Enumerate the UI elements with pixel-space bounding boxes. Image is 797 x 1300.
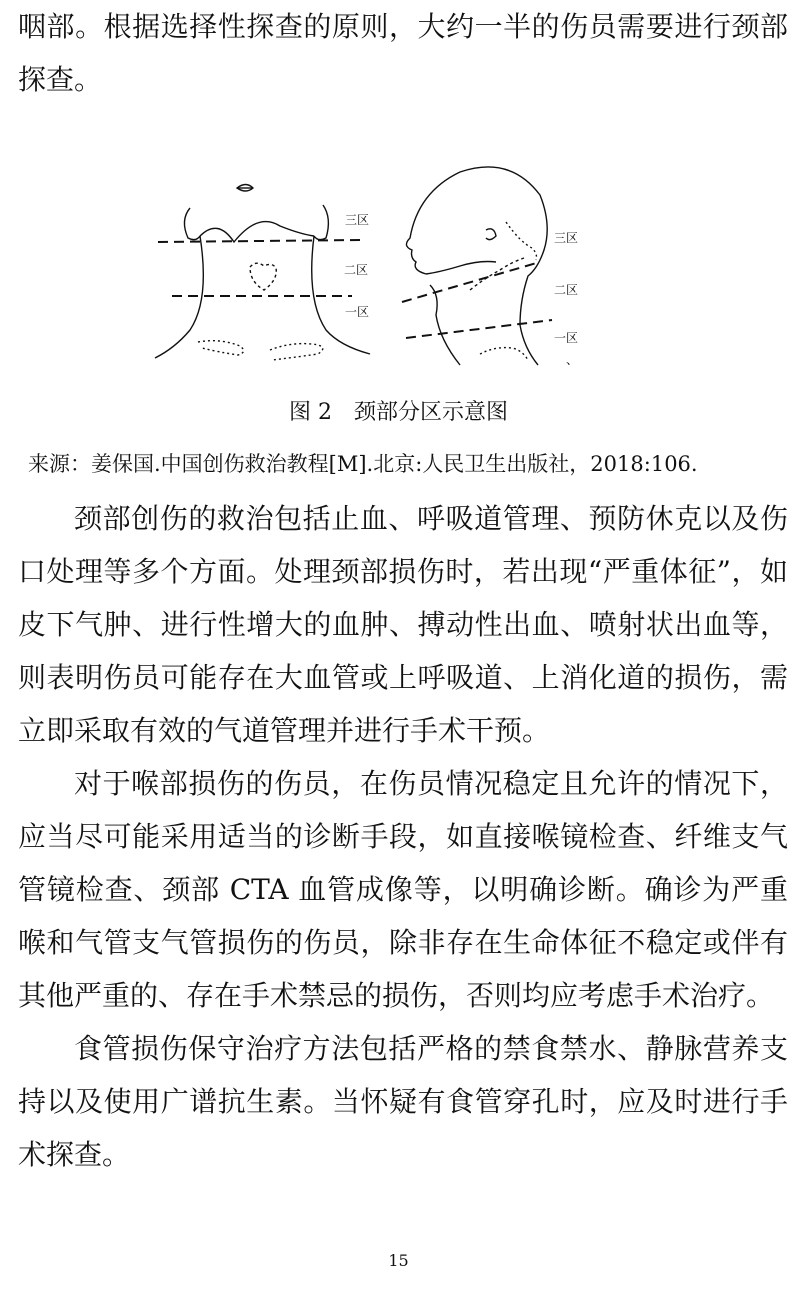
ear-side (486, 229, 496, 240)
front-zone2-label: 二区 (344, 263, 369, 277)
right-ear (314, 205, 328, 240)
figure-source: 来源：姜保国.中国创伤救治教程[M].北京:人民卫生出版社，2018:106. (28, 452, 698, 476)
paragraph-treatment: 颈部创伤的救治包括止血、呼吸道管理、预防休克以及伤口处理等多个方面。处理颈部损伤时，若出现“严重体征”，如皮下气肿、进行性增大的血肿、搏动性出血、喷射状出血等，则表明伤员可能存在大血管或上呼吸道、上消化道的损伤，需立即采取有效的气道管理并进行手术干预。 (18, 502, 788, 747)
paragraph-esophagus: 食管损伤保守治疗方法包括严格的禁食禁水、静脉营养支持以及使用广谱抗生素。当怀疑有食管穿孔时，应及时进行手术探查。 (18, 1032, 788, 1171)
front-zone3-label: 三区 (345, 213, 370, 227)
jaw-line-side (426, 262, 496, 275)
jaw-line (200, 222, 314, 242)
clavicle-side (480, 348, 528, 360)
front-zone3-boundary (158, 240, 360, 242)
front-zone1-label: 一区 (345, 305, 370, 319)
paragraph-continued: 咽部。根据选择性探查的原则，大约一半的伤员需要进行颈部探查。 (18, 10, 788, 96)
small-mark: 、 (566, 353, 579, 367)
neck-zones-figure (140, 150, 640, 385)
figure-caption: 图 2 颈部分区示意图 (289, 400, 508, 425)
page-number: 15 (388, 1251, 409, 1270)
side-neck-front (430, 285, 460, 365)
thyroid-outline (250, 263, 276, 290)
side-zone3-boundary (402, 262, 540, 302)
left-ear (184, 208, 200, 240)
neck-zones-illustration (140, 150, 640, 385)
right-clavicle (270, 344, 323, 360)
left-clavicle (198, 341, 244, 355)
side-zone2-boundary (406, 320, 552, 338)
front-view-neck (155, 185, 370, 361)
side-zone2-label: 二区 (554, 283, 579, 297)
side-zone1-label: 一区 (554, 331, 579, 345)
side-zone3-label: 三区 (554, 231, 579, 245)
paragraph-larynx: 对于喉部损伤的伤员，在伤员情况稳定且允许的情况下，应当尽可能采用适当的诊断手段，如直接喉镜检查、纤维支气管镜检查、颈部 CTA 血管成像等，以明确诊断。确诊为严重喉和气管支气管损伤的伤员，除非存在生命体征不稳定或伴有其他严重的、存在手术禁忌的损伤，否则均应考虑手术治疗。 (18, 767, 788, 1012)
